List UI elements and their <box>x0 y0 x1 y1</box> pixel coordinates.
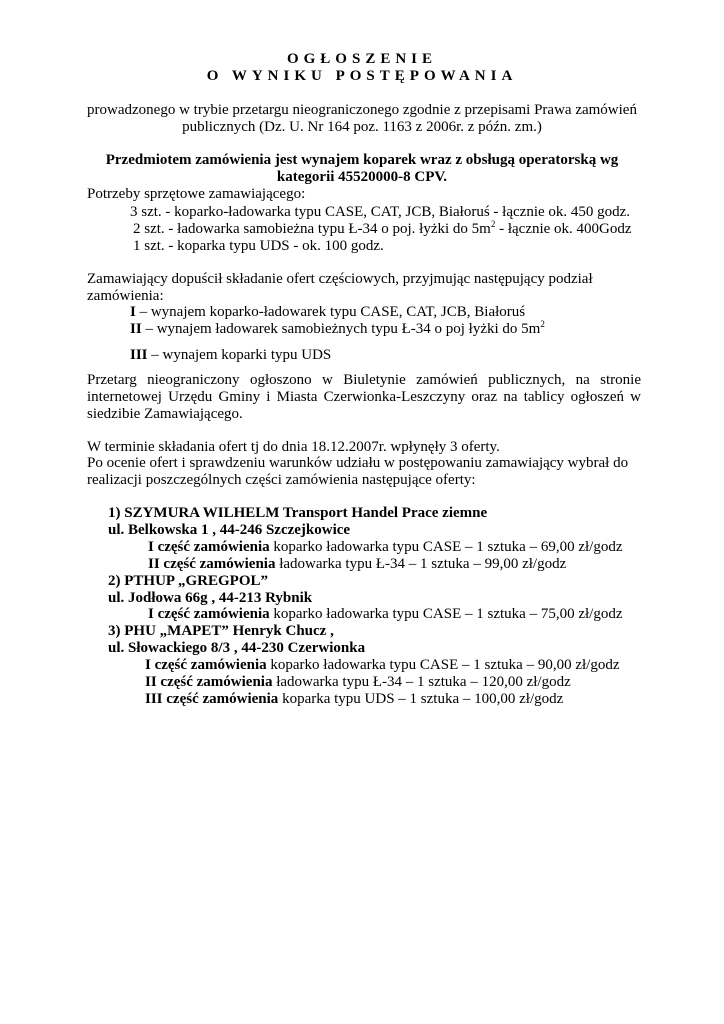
intro-line-2: publicznych (Dz. U. Nr 164 poz. 1163 z 2006r. z późn. zm.) <box>182 119 542 135</box>
needs-item-2: 2 szt. - ładowarka samobieżna typu Ł-34 o poj. łyżki do $5m^2$ - łącznie ok. 400Godz <box>133 219 632 237</box>
partial-item-3: III – wynajem koparki typu UDS <box>130 347 332 363</box>
subject-line-1: Przedmiotem zamówienia jest wynajem koparek wraz z obsługą operatorską wg <box>105 152 619 168</box>
offer-3-name: 3) PHU „MAPET” Henryk Chucz , <box>108 623 334 639</box>
needs-item-3: 1 szt. - koparka typu UDS - ok. 100 godz. <box>133 238 384 254</box>
offer-1-part-2: II część zamówienia ładowarka typu Ł-34 – 1 sztuka – 99,00 zł/godz <box>148 556 567 572</box>
partial-line-1: Zamawiający dopuścił składanie ofert częściowych, przyjmując następujący podział <box>87 271 593 287</box>
deadline-line-2: Po ocenie ofert i sprawdzeniu warunków udziału w postępowaniu zamawiający wybrał do <box>87 455 629 471</box>
offer-2-address: ul. Jodłowa 66g , 44-213 Rybnik <box>108 590 313 606</box>
intro-line-1: prowadzonego w trybie przetargu nieograniczonego zgodnie z przepisami Prawa zamówień <box>87 102 637 118</box>
partial-item-2: II – wynajem ładowarek samobieżnych typu Ł-34 o poj łyżki do $5m^2$ <box>130 319 545 337</box>
offer-2-name: 2) PTHUP „GREGPOL” <box>108 573 269 589</box>
deadline-line-3: realizacji poszczególnych części zamówienia następujące oferty: <box>87 472 476 488</box>
needs-item-1: 3 szt. - koparko-ładowarka typu CASE, CAT, JCB, Białoruś - łącznie ok. 450 godz. <box>130 204 631 220</box>
offer-3-part-1: I część zamówienia koparko ładowarka typu CASE – 1 sztuka – 90,00 zł/godz <box>145 657 620 673</box>
announcement-paragraph: Przetarg nieograniczony ogłoszono w Biuletynie zamówień publicznych, na stronie internetowej Urzędu Gminy i Miasta Czerwionka-Leszczyny oraz na tablicy ogłoszeń w siedzibie Zamawiającego. <box>87 372 641 422</box>
document-subtitle: O WYNIKU POSTĘPOWANIA <box>206 68 518 84</box>
offer-3-part-3: III część zamówienia koparka typu UDS – 1 sztuka – 100,00 zł/godz <box>145 691 564 707</box>
needs-heading: Potrzeby sprzętowe zamawiającego: <box>87 186 306 202</box>
offer-1-part-1: I część zamówienia koparko ładowarka typu CASE – 1 sztuka – 69,00 zł/godz <box>148 539 623 555</box>
offer-2-part-1: I część zamówienia koparko ładowarka typu CASE – 1 sztuka – 75,00 zł/godz <box>148 606 623 622</box>
deadline-line-1: W terminie składania ofert tj do dnia 18.12.2007r. wpłynęły 3 oferty. <box>87 439 500 455</box>
subject-line-2: kategorii 45520000-8 CPV. <box>276 169 448 185</box>
partial-item-1: I – wynajem koparko-ładowarek typu CASE, CAT, JCB, Białoruś <box>130 304 526 320</box>
offer-1-name: 1) SZYMURA WILHELM Transport Handel Prace ziemne <box>108 505 488 521</box>
offer-3-address: ul. Słowackiego 8/3 , 44-230 Czerwionka <box>108 640 366 656</box>
partial-line-2: zamówienia: <box>87 288 164 304</box>
offer-3-part-2: II część zamówienia ładowarka typu Ł-34 – 1 sztuka – 120,00 zł/godz <box>145 674 571 690</box>
offer-1-address: ul. Belkowska 1 , 44-246 Szczejkowice <box>108 522 351 538</box>
document-title: OGŁOSZENIE <box>286 51 438 67</box>
